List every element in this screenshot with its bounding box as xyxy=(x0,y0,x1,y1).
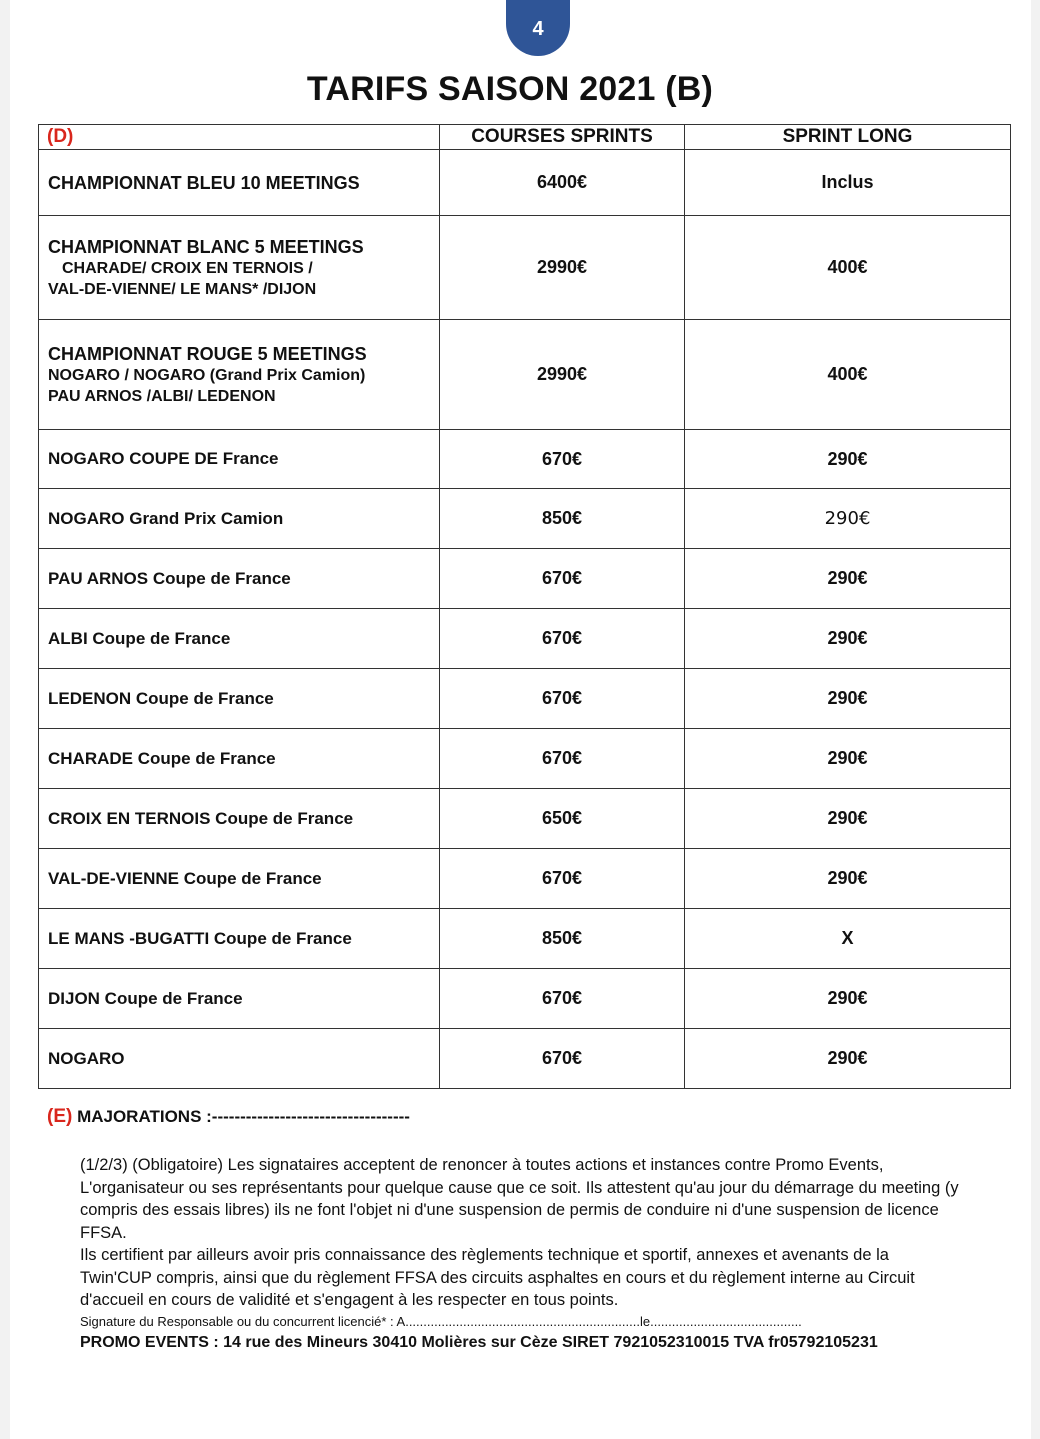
table-row xyxy=(39,969,1011,1029)
table-row xyxy=(39,909,1011,969)
column-header-sprints: COURSES SPRINTS xyxy=(440,125,685,150)
event-cell: NOGARO COUPE DE France xyxy=(39,430,440,489)
page-number: 4 xyxy=(532,17,544,40)
sprints-price: 6400€ xyxy=(440,150,685,216)
sprint-long-price: 400€ xyxy=(685,320,1011,430)
sprints-price: 670€ xyxy=(440,969,685,1029)
table-row xyxy=(39,150,1011,216)
event-cell: VAL-DE-VIENNE Coupe de France xyxy=(39,849,440,909)
sprint-long-price: X xyxy=(685,909,1011,969)
event-detail: CHARADE/ CROIX EN TERNOIS / xyxy=(62,259,313,277)
table-row xyxy=(39,669,1011,729)
sprint-long-price: Inclus xyxy=(685,150,1011,216)
sprints-price: 670€ xyxy=(440,729,685,789)
event-cell: PAU ARNOS Coupe de France xyxy=(39,549,440,609)
table-row xyxy=(39,320,1011,430)
sprints-price: 670€ xyxy=(440,430,685,489)
table-row xyxy=(39,729,1011,789)
sprint-long-price: 400€ xyxy=(685,216,1011,320)
event-cell xyxy=(39,150,440,216)
sprints-price: 670€ xyxy=(440,849,685,909)
table-row xyxy=(39,789,1011,849)
legal-paragraph: Ils certifient par ailleurs avoir pris connaissance des règlements technique et sportif, annexes et avenants de la Twin'CUP compris, ainsi que du règlement FFSA des circuits asphaltes en cours et du règlement interne au Circuit d'accueil en cours de validité et s'engagent à les respecter en tous points. xyxy=(80,1246,915,1309)
sprint-long-price: 290€ xyxy=(685,489,1011,549)
table-row xyxy=(39,489,1011,549)
column-header-sprint-long: SPRINT LONG xyxy=(685,125,1011,150)
sprints-price: 650€ xyxy=(440,789,685,849)
event-name: CHAMPIONNAT ROUGE 5 MEETINGS xyxy=(48,343,367,364)
event-cell: CROIX EN TERNOIS Coupe de France xyxy=(39,789,440,849)
event-cell: LEDENON Coupe de France xyxy=(39,669,440,729)
event-detail: VAL-DE-VIENNE/ LE MANS* /DIJON xyxy=(48,280,317,298)
company-footer: PROMO EVENTS : 14 rue des Mineurs 30410 Molières sur Cèze SIRET 7921052310015 TVA fr05792105231 xyxy=(80,1333,878,1351)
table-row xyxy=(39,216,1011,320)
sprint-long-price: 290€ xyxy=(685,669,1011,729)
sprint-long-price: 290€ xyxy=(685,789,1011,849)
sprint-long-price: 290€ xyxy=(685,1029,1011,1089)
event-cell: LE MANS -BUGATTI Coupe de France xyxy=(39,909,440,969)
sprints-price: 670€ xyxy=(440,549,685,609)
majorations-label: MAJORATIONS :----------------------------------- xyxy=(77,1107,410,1126)
majorations-heading xyxy=(47,1106,410,1128)
page-title: TARIFS SAISON 2021 (B) xyxy=(306,70,714,108)
signature-line: Signature du Responsable ou du concurrent licencié* : A.................................................................le.......................................... xyxy=(80,1313,802,1329)
sprints-price: 850€ xyxy=(440,909,685,969)
event-cell xyxy=(39,216,440,320)
table-row xyxy=(39,1029,1011,1089)
event-detail: NOGARO / NOGARO (Grand Prix Camion) xyxy=(48,366,366,384)
sprints-price: 670€ xyxy=(440,1029,685,1089)
section-label-e: (E) xyxy=(47,1106,73,1127)
section-label-d: (D) xyxy=(39,125,440,150)
legal-text-block xyxy=(80,1154,960,1354)
event-cell xyxy=(39,320,440,430)
table-header-row xyxy=(39,125,1011,150)
event-cell: NOGARO xyxy=(39,1029,440,1089)
event-name: CHAMPIONNAT BLEU 10 MEETINGS xyxy=(48,172,360,193)
sprint-long-price: 290€ xyxy=(685,609,1011,669)
event-detail: PAU ARNOS /ALBI/ LEDENON xyxy=(48,387,276,405)
sprint-long-price: 290€ xyxy=(685,849,1011,909)
table-row xyxy=(39,430,1011,489)
sprints-price: 2990€ xyxy=(440,216,685,320)
sprint-long-price: 290€ xyxy=(685,969,1011,1029)
event-cell: CHARADE Coupe de France xyxy=(39,729,440,789)
sprints-price: 2990€ xyxy=(440,320,685,430)
sprint-long-price: 290€ xyxy=(685,430,1011,489)
table-row xyxy=(39,849,1011,909)
sprint-long-price: 290€ xyxy=(685,549,1011,609)
sprints-price: 670€ xyxy=(440,609,685,669)
table-row xyxy=(39,609,1011,669)
sprints-price: 850€ xyxy=(440,489,685,549)
event-cell: NOGARO Grand Prix Camion xyxy=(39,489,440,549)
event-name: CHAMPIONNAT BLANC 5 MEETINGS xyxy=(48,236,364,257)
table-row xyxy=(39,549,1011,609)
document-page xyxy=(10,0,1031,1439)
event-cell: ALBI Coupe de France xyxy=(39,609,440,669)
legal-paragraph: (1/2/3) (Obligatoire) Les signataires acceptent de renoncer à toutes actions et instances contre Promo Events, L'organisateur ou ses représentants pour quelque cause que ce soit. Ils attestent qu'au jour du démarrage du meeting (y compris des essais libres) ils ne font l'objet ni d'une suspension de permis de conduire ni d'une suspension de licence FFSA. xyxy=(80,1156,959,1242)
sprints-price: 670€ xyxy=(440,669,685,729)
page-number-badge xyxy=(506,0,570,56)
event-cell: DIJON Coupe de France xyxy=(39,969,440,1029)
sprint-long-price: 290€ xyxy=(685,729,1011,789)
tariffs-table xyxy=(38,124,1011,1089)
